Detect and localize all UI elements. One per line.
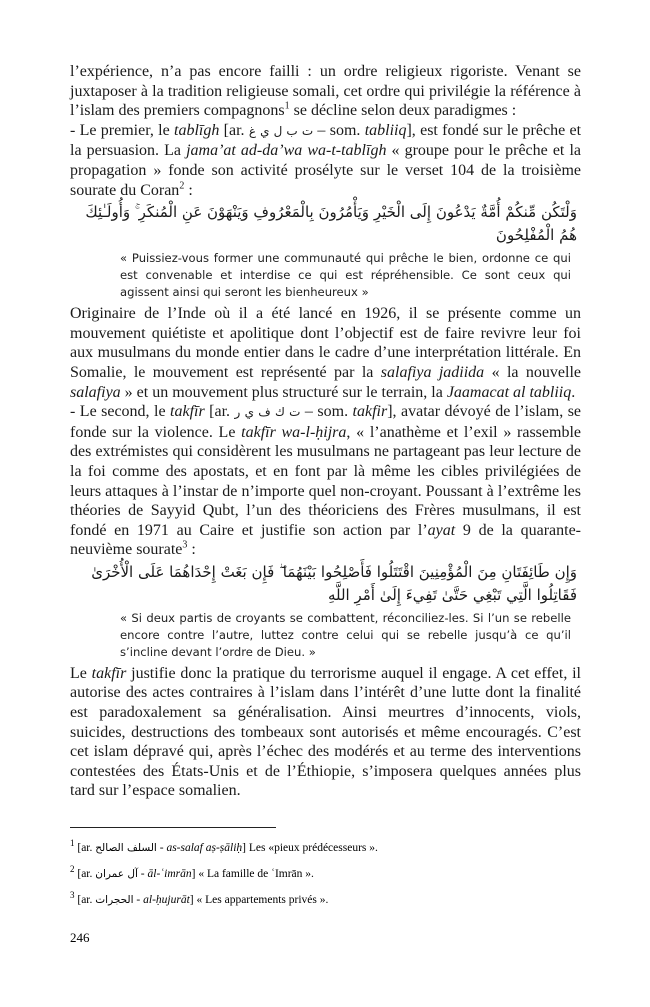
page-number: 246 xyxy=(70,930,90,945)
text: justifie donc la pratique du terrorisme auquel il engage. A cet effet, il autorise des actes contraires à l’islam dans l’intérêt d’une lutte dont la finalité est paradoxalement sa généralisation. Ainsi meurtres d’innocents, viols, suicides, destructions des tombeaux sont autorisés et même encouragés. C’est cet islam dépravé qui, après l’échec des modérés et au terme des interventions contestées des États-Unis et de l’Éthiopie, s’imposera quelques années plus tard sur l’espace somalien. xyxy=(70,664,582,800)
footnote-transliteration: as-salaf aṣ-ṣāliḥ xyxy=(166,841,243,854)
footnote-1 xyxy=(70,836,581,856)
term-jamaat: jama’at ad-da’wa wa-t-tablīgh xyxy=(186,142,387,160)
page-body xyxy=(70,62,581,801)
arabic-verse-2: وَإِن طَائِفَتَانِ مِنَ الْمُؤْمِنِينَ اقْتَتَلُوا فَأَصْلِحُوا بَيْنَهُمَا ۖ فَإِن بَغَتْ إِحْدَاهُمَا عَلَى الْأُخْرَىٰ فَقَاتِلُوا الَّتِي تَبْغِي حَتَّىٰ تَفِيءَ إِلَىٰ أَمْرِ اللَّهِ xyxy=(91,562,577,604)
paragraph-tabligh xyxy=(70,121,581,200)
text: - Le premier, le xyxy=(70,121,175,139)
footnote-ref-3[interactable]: 3 xyxy=(182,539,188,551)
term-salafiya: salafiya xyxy=(70,383,121,401)
footnote-number: 1 xyxy=(70,838,75,848)
text: « la nouvelle xyxy=(484,363,582,381)
footnotes xyxy=(70,827,581,913)
text: , « l’anathème et l’exil » rassemble des extrémistes qui considèrent les musulmans ne partageant pas leur lecture de la foi comme des apostats, et en font par là même les cibles privilégiées de leurs attaques à l’instar de n’importe quel non-croyant. Poussant à l’extrême les théories de Sayyid Qubt, l’un des théoriciens des Frères musulmans, il est fondé en 1971 au Caire et justifie son action par l’ xyxy=(70,423,582,539)
footnote-number: 3 xyxy=(70,889,75,900)
text: se décline selon deux paradigmes : xyxy=(289,102,517,120)
quote-translation-2: « Si deux partis de croyants se combattent, réconciliez-les. Si l’un se rebelle encore contre l’autre, luttez contre celui qui se rebelle jusqu’à ce qu’il s’incline devant l’ordre de Dieu. » xyxy=(120,610,571,659)
text: : xyxy=(187,541,196,559)
paragraph-origin xyxy=(70,304,581,402)
text: . xyxy=(571,383,576,401)
text: ] « Les appartements privés ». xyxy=(189,893,329,906)
text: [ar. xyxy=(204,403,235,421)
term-ayat: ayat xyxy=(427,521,456,539)
text: [ar. xyxy=(219,121,249,139)
footnote-transliteration: al-ḥujurāt xyxy=(143,893,190,906)
footnote-divider xyxy=(70,827,276,828)
footnote-number: 2 xyxy=(70,863,75,874)
text: - xyxy=(133,893,144,906)
text: ] Les «pieux prédécesseurs ». xyxy=(242,841,378,854)
footnote-arabic: آل عمران xyxy=(95,867,138,880)
paragraph-takfir xyxy=(70,402,581,560)
term-takfir-wa-l-hijra: takfīr wa-l-ḥijra xyxy=(241,423,347,441)
term-takfir: takfīr xyxy=(91,664,127,682)
term-somali: takfir xyxy=(352,403,388,421)
text: - xyxy=(137,867,148,880)
text: – som. xyxy=(300,403,353,421)
text: [ar. xyxy=(77,841,96,854)
footnote-arabic: الحجرات xyxy=(95,893,134,906)
text: - xyxy=(156,841,167,854)
text: - Le second, le xyxy=(70,403,171,421)
text: Originaire de l’Inde où il a été lancé en 1926, il se présente comme un mouvement quiétiste et apolitique dont l’objectif est de faire revivre leur foi aux musulmans du monde entier dans le cadre d’une interprétation littérale. En Somalie, le mouvement est représenté par la xyxy=(70,305,581,381)
paragraph-intro xyxy=(70,62,581,121)
term-tabligh: tablīgh xyxy=(174,121,220,139)
footnote-ref-1[interactable]: 1 xyxy=(284,100,290,112)
text: ], avatar dévoyé de l’islam, se fonde sur la violence. Le xyxy=(70,403,582,441)
text: – som. xyxy=(313,121,365,139)
paragraph-conclusion xyxy=(70,664,581,801)
footnote-ref-2[interactable]: 2 xyxy=(179,180,185,192)
term-jaamacat: Jaamacat al tabliiq xyxy=(446,383,572,401)
text: 9 de la quarante-neuvième sourate xyxy=(70,521,581,559)
term-takfir: takfīr xyxy=(170,403,205,421)
text: ], est fondé sur le prêche et la persuasion. La xyxy=(70,121,582,160)
quote-translation-1: « Puissiez-vous former une communauté qui prêche le bien, ordonne ce qui est convenable et interdise ce qui est répréhensible. Ce sont ceux qui agissent ainsi qui seront les bienheureux » xyxy=(120,251,571,300)
text: Le xyxy=(70,664,92,682)
text: [ar. xyxy=(77,893,96,906)
arabic-root-takfir: ت ك ف ي ر xyxy=(234,405,301,420)
text: l’expérience, n’a pas encore failli : un ordre religieux rigoriste. Venant se juxtaposer à la tradition religieuse somali, cet ordre qui privilégie la référence à l’islam des premiers compagnons xyxy=(70,63,581,120)
footnote-arabic: السلف الصالح xyxy=(95,841,157,854)
term-somali: tabliiq xyxy=(364,121,407,139)
term-salafiya-jadiida: salafiya jadiida xyxy=(380,363,485,381)
text: « groupe pour le prêche et la propagation » fonde son activité prosélyte sur le verset 104 de la troisième sourate du Coran xyxy=(70,142,581,199)
text: : xyxy=(184,181,193,199)
text: [ar. xyxy=(77,867,96,880)
arabic-verse-1: وَلْتَكُن مِّنكُمْ أُمَّةٌ يَدْعُونَ إِلَى الْخَيْرِ وَيَأْمُرُونَ بِالْمَعْرُوفِ وَيَنْهَوْنَ عَنِ الْمُنكَرِ ۚ وَأُولَـٰئِكَ هُمُ الْمُفْلِحُونَ xyxy=(85,203,577,245)
text: ] « La famille de ʿImrān ». xyxy=(191,867,314,880)
footnote-2 xyxy=(70,862,581,882)
footnote-transliteration: āl-ʿimrān xyxy=(147,867,192,880)
text: » et un mouvement plus structuré sur le terrain, la xyxy=(120,383,447,401)
arabic-root-tabligh: ت ب ل ي غ xyxy=(248,123,314,138)
footnote-3 xyxy=(70,888,581,908)
